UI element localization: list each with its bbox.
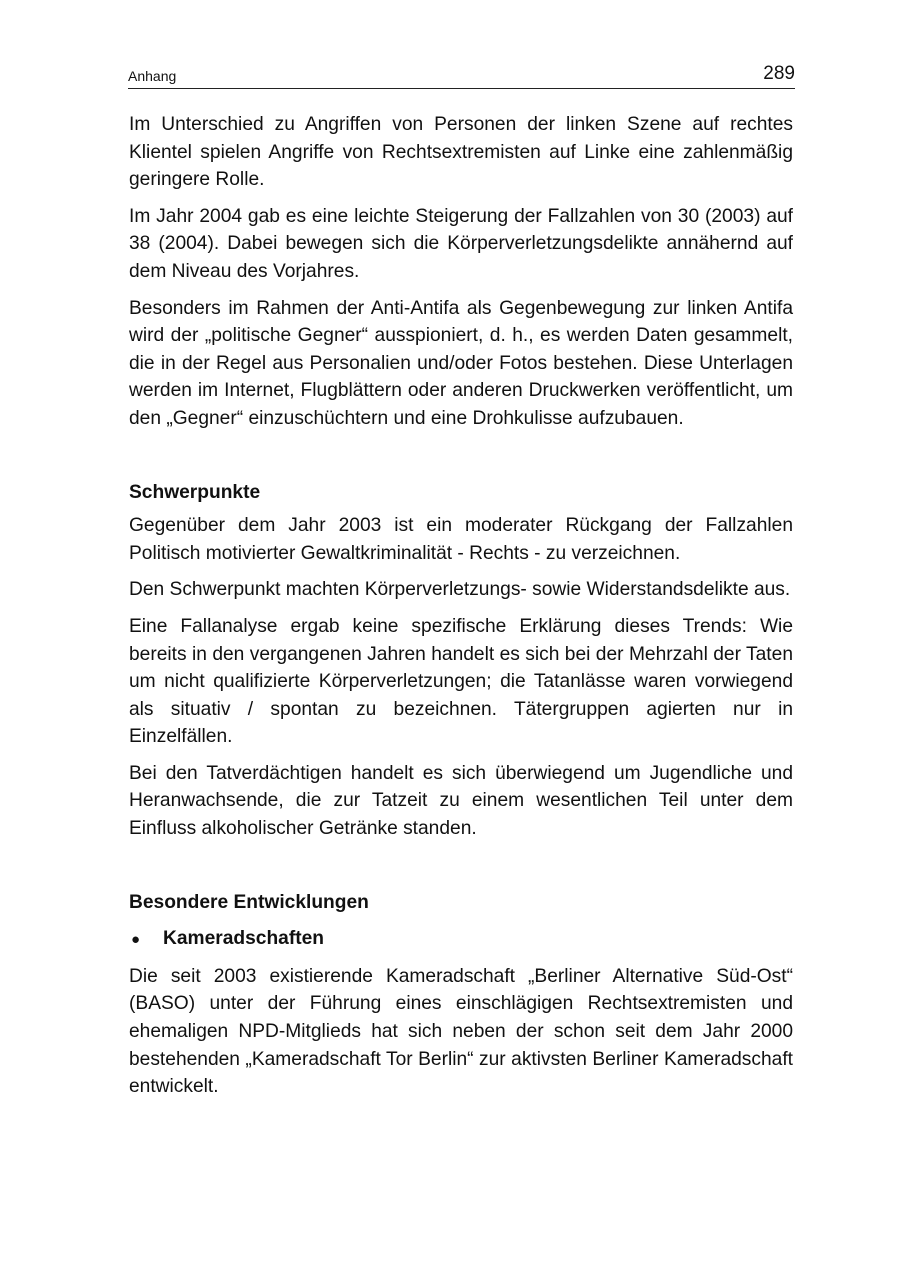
section-heading-schwerpunkte: Schwerpunkte xyxy=(129,481,261,503)
paragraph: Bei den Tatverdächtigen handelt es sich überwiegend um Jugendliche und Heranwachsende, die zur Tatzeit zu einem wesentlichen Teil unter dem Einfluss alkoholischer Getränke standen. xyxy=(129,762,793,840)
page-number: 289 xyxy=(763,63,795,84)
paragraph: Eine Fallanalyse ergab keine spezifische Erklärung dieses Trends: Wie bereits in den vergangenen Jahren handelt es sich bei der Mehrzahl der Taten um nicht qualifizierte Körperverletzungen; die Tatanlässe waren vorwiegend als situativ / spontan zu bezeichnen. Tätergruppen agierten nur in Einzelfällen. xyxy=(129,615,793,748)
bullet-heading-label: Kameradschaften xyxy=(163,928,325,950)
bullet-heading-kameradschaften xyxy=(129,925,793,954)
section-heading-entwicklungen: Besondere Entwicklungen xyxy=(129,891,369,913)
paragraph: Im Unterschied zu Angriffen von Personen der linken Szene auf rechtes Klientel spielen Angriffe von Rechtsextremisten auf Linke eine zahlenmäßig geringere Rolle. xyxy=(129,114,793,191)
bullet-icon: ● xyxy=(131,931,141,949)
section-gap xyxy=(129,852,793,889)
paragraph: Besonders im Rahmen der Anti-Antifa als Gegenbewegung zur linken Antifa wird der „politische Gegner“ ausspioniert, d. h., es werden Daten gesammelt, die in der Regel aus Personalien und/oder Fotos bestehen. Diese Unterlagen werden im Internet, Flugblättern oder anderen Druckwerken veröffentlicht, um den „Gegner“ einzuschüchtern und eine Drohkulisse aufzubauen. xyxy=(129,297,793,429)
running-header xyxy=(128,62,795,89)
paragraph: Gegenüber dem Jahr 2003 ist ein moderater Rückgang der Fallzahlen Politisch motivierter Gewaltkriminalität - Rechts - zu verzeichnen. xyxy=(129,515,793,564)
paragraph: Die seit 2003 existierende Kameradschaft „Berliner Alternative Süd-Ost“ (BASO) unter der Führung eines einschlägigen Rechtsextremisten und ehemaligen NPD-Mitglieds hat sich neben der schon seit dem Jahr 2000 bestehenden „Kameradschaft Tor Berlin“ zur aktivsten Berliner Kameradschaft entwickelt. xyxy=(129,965,793,1098)
page-body xyxy=(129,111,793,1110)
paragraph: Den Schwerpunkt machten Körperverletzungs- sowie Widerstandsdelikte aus. xyxy=(129,579,791,601)
section-gap xyxy=(129,442,793,479)
paragraph: Im Jahr 2004 gab es eine leichte Steigerung der Fallzahlen von 30 (2003) auf 38 (2004). Dabei bewegen sich die Körperverletzungsdelikte annähernd auf dem Niveau des Vorjahres. xyxy=(129,205,793,282)
header-section-title: Anhang xyxy=(128,68,177,84)
